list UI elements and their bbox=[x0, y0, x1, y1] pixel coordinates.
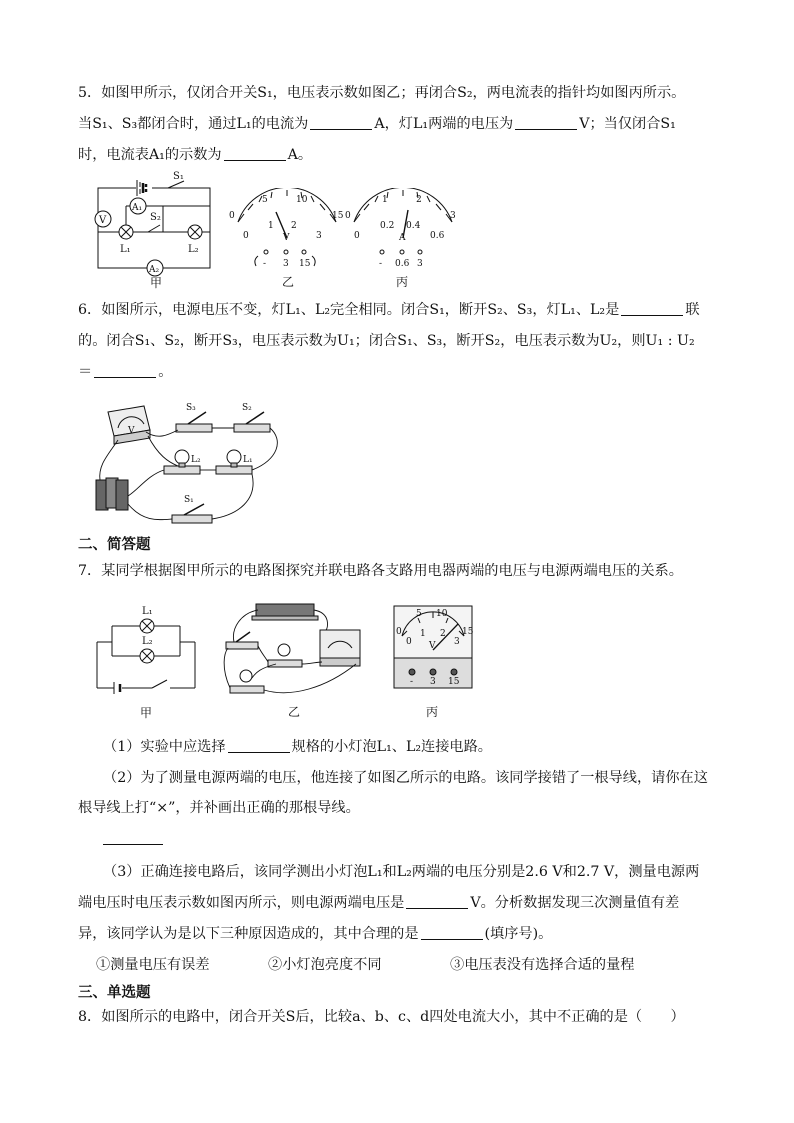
q7-caption-bing: 丙 bbox=[426, 705, 439, 719]
q5-am-top-0: 0 bbox=[345, 211, 351, 221]
q7-option-3: ③电压表没有选择合适的量程 bbox=[450, 957, 635, 973]
q5-figure-yi bbox=[226, 188, 351, 290]
q7-vm-bot-3: 3 bbox=[454, 637, 460, 647]
q7-blank-2[interactable] bbox=[406, 894, 468, 909]
q6-line3-b: 。 bbox=[158, 364, 173, 380]
q6-line1-b: 联 bbox=[685, 302, 700, 318]
q7-p1-b: 规格的小灯泡L₁、L₂连接电路。 bbox=[291, 739, 492, 755]
q5-am-bot-3: 0.6 bbox=[430, 231, 445, 241]
q5-am-term-1: 0.6 bbox=[395, 259, 410, 269]
q7-yi-battery bbox=[252, 604, 318, 620]
q5-vm-bot-3: 3 bbox=[316, 231, 322, 241]
q7-answer-line[interactable] bbox=[103, 830, 163, 845]
q5-am-bot-0: 0 bbox=[354, 231, 360, 241]
section-2-heading: 二、简答题 bbox=[78, 537, 151, 553]
q5-jia-label-s2: S₂ bbox=[150, 212, 161, 223]
q6-label-l1: L₁ bbox=[243, 455, 253, 465]
q7-yi-voltmeter bbox=[320, 630, 360, 666]
q5-caption-yi: 乙 bbox=[282, 275, 295, 289]
q5-vm-term-1: 3 bbox=[283, 259, 289, 269]
q7-vm-top-1: 5 bbox=[416, 609, 422, 619]
q5-am-term-2: 3 bbox=[417, 259, 423, 269]
q7-p2a: （2）为了测量电源两端的电压，他连接了如图乙所示的电路。该同学接错了一根导线，请你在这 bbox=[103, 770, 708, 786]
q7-p1 bbox=[103, 737, 743, 757]
q7-figure-yi bbox=[216, 598, 374, 722]
q6-line3-a: ＝ bbox=[78, 364, 93, 380]
q6-label-s3: S₃ bbox=[186, 403, 196, 413]
q5-vm-top-3: 15 bbox=[332, 211, 344, 221]
q7-vm-top-2: 10 bbox=[436, 609, 448, 619]
q5-caption-jia: 甲 bbox=[150, 276, 163, 290]
q5-line2-a: 当S₁、S₃都闭合时，通过L₁的电流为 bbox=[78, 116, 309, 132]
q5-am-term-0: - bbox=[379, 259, 383, 269]
q5-line1: 5．如图甲所示，仅闭合开关S₁，电压表示数如图乙；再闭合S₂，两电流表的指针均如图丙所示。 bbox=[78, 85, 686, 101]
q6-label-s2: S₂ bbox=[242, 403, 252, 413]
q6-battery bbox=[96, 478, 128, 510]
q5-vm-unit: V bbox=[283, 233, 290, 243]
q7-vm-term-2: 15 bbox=[448, 677, 460, 687]
q6-line3 bbox=[78, 362, 718, 382]
q7-p3a: （3）正确连接电路后，该同学测出小灯泡L₁和L₂两端的电压分别是2.6 V和2.7 V，测量电源两 bbox=[103, 864, 700, 880]
q5-jia-label-s1: S₁ bbox=[173, 171, 184, 182]
q5-line3-a: 时，电流表A₁的示数为 bbox=[78, 147, 222, 163]
q8-stem: 8．如图所示的电路中，闭合开关S后，比较a、b、c、d四处电流大小，其中不正确的是（ ） bbox=[78, 1009, 685, 1025]
q7-option-1: ①测量电压有误差 bbox=[96, 957, 210, 973]
q7-vm-unit: V bbox=[429, 641, 436, 651]
q5-jia-label-a2: A₂ bbox=[149, 265, 160, 275]
q7-vm-bot-2: 2 bbox=[440, 629, 446, 639]
q7-caption-yi: 乙 bbox=[288, 705, 301, 719]
q7-p3c-1: 异，该同学认为是以下三种原因造成的，其中合理的是 bbox=[78, 926, 419, 942]
section-3-heading: 三、单选题 bbox=[78, 985, 151, 1001]
q7-blank-1[interactable] bbox=[228, 738, 290, 753]
q6-label-l2: L₂ bbox=[191, 455, 201, 465]
q7-vm-bot-0: 0 bbox=[406, 637, 412, 647]
q7-vm-term-0: - bbox=[410, 677, 414, 687]
q5-blank-2[interactable] bbox=[515, 115, 577, 130]
q7-jia-label-l1: L₁ bbox=[142, 606, 153, 617]
q5-line2-b: A，灯L₁两端的电压为 bbox=[374, 116, 514, 132]
q7-p3c bbox=[78, 924, 718, 944]
q7-p1-a: （1）实验中应选择 bbox=[103, 739, 226, 755]
q5-vm-bot-1: 1 bbox=[268, 221, 274, 231]
q5-jia-label-a1: A₁ bbox=[132, 203, 143, 213]
q5-am-top-1: 1 bbox=[382, 195, 388, 205]
q5-am-unit: A bbox=[399, 233, 406, 243]
q7-p3b-1: 端电压时电压表示数如图丙所示，则电源两端电压是 bbox=[78, 895, 405, 911]
q6-label-s1: S₁ bbox=[184, 495, 194, 505]
q7-p3b bbox=[78, 893, 718, 913]
q5-line2-c: V；当仅闭合S₁ bbox=[579, 116, 676, 132]
q7-caption-jia: 甲 bbox=[140, 706, 153, 720]
q5-vm-term-2: 15 bbox=[299, 259, 311, 269]
q5-jia-label-v: V bbox=[99, 215, 107, 226]
q7-stem: 7．某同学根据图甲所示的电路图探究并联电路各支路用电器两端的电压与电源两端电压的关系。 bbox=[78, 563, 683, 579]
q6-line2: 的。闭合S₁、S₂，断开S₃，电压表示数为U₁；闭合S₁、S₃，断开S₂，电压表示数为U₂，则U₁ : U₂ bbox=[78, 333, 695, 349]
q7-option-2: ②小灯泡亮度不同 bbox=[268, 957, 382, 973]
q5-am-top-2: 2 bbox=[416, 195, 422, 205]
q7-vm-top-3: 15 bbox=[462, 627, 474, 637]
q5-vm-top-1: 5 bbox=[262, 195, 268, 205]
q7-blank-3[interactable] bbox=[421, 925, 483, 940]
q5-am-bot-1: 0.2 bbox=[380, 221, 395, 231]
q5-vm-bot-0: 0 bbox=[243, 231, 249, 241]
q6-blank-2[interactable] bbox=[94, 363, 156, 378]
q5-vm-term-0: - bbox=[263, 259, 267, 269]
q5-voltmeter-scale-arc bbox=[238, 188, 336, 222]
q5-vm-top-0: 0 bbox=[229, 211, 235, 221]
q5-line3-b: A。 bbox=[287, 147, 313, 163]
q6-line1-a: 6．如图所示，电源电压不变，灯L₁、L₂完全相同。闭合S₁，断开S₂、S₃，灯L₁、L₂是 bbox=[78, 302, 620, 318]
q6-voltmeter-label: V bbox=[128, 426, 135, 436]
q7-vm-bot-1: 1 bbox=[420, 629, 426, 639]
q7-p3c-2: (填序号)。 bbox=[484, 926, 553, 942]
q5-vm-bot-2: 2 bbox=[291, 221, 297, 231]
q5-caption-bing: 丙 bbox=[396, 275, 409, 289]
q5-am-top-3: 3 bbox=[450, 211, 456, 221]
q7-p2b: 根导线上打“×”，并补画出正确的那根导线。 bbox=[78, 800, 360, 816]
q5-line3 bbox=[78, 145, 718, 165]
q6-figure bbox=[88, 400, 288, 532]
q5-line2 bbox=[78, 114, 718, 134]
q5-jia-label-l1: L₁ bbox=[120, 244, 131, 255]
q5-blank-1[interactable] bbox=[310, 115, 372, 130]
q7-jia-label-l2: L₂ bbox=[142, 636, 153, 647]
q5-figure-bing bbox=[342, 188, 467, 290]
q6-blank-1[interactable] bbox=[621, 301, 683, 316]
q5-figure-jia bbox=[88, 170, 223, 290]
q5-jia-label-l2: L₂ bbox=[188, 244, 199, 255]
q7-p3b-2: V。分析数据发现三次测量值有差 bbox=[470, 895, 680, 911]
q7-vm-top-0: 0 bbox=[396, 627, 402, 637]
q5-am-bot-2: 0.4 bbox=[406, 221, 421, 231]
q7-figure-bing bbox=[392, 604, 476, 722]
q6-line1 bbox=[78, 300, 718, 320]
q5-blank-3[interactable] bbox=[224, 146, 286, 161]
q7-figure-jia bbox=[92, 592, 202, 722]
q6-voltmeter bbox=[108, 406, 150, 444]
q5-vm-top-2: 10 bbox=[296, 195, 308, 205]
q7-vm-term-1: 3 bbox=[430, 677, 436, 687]
